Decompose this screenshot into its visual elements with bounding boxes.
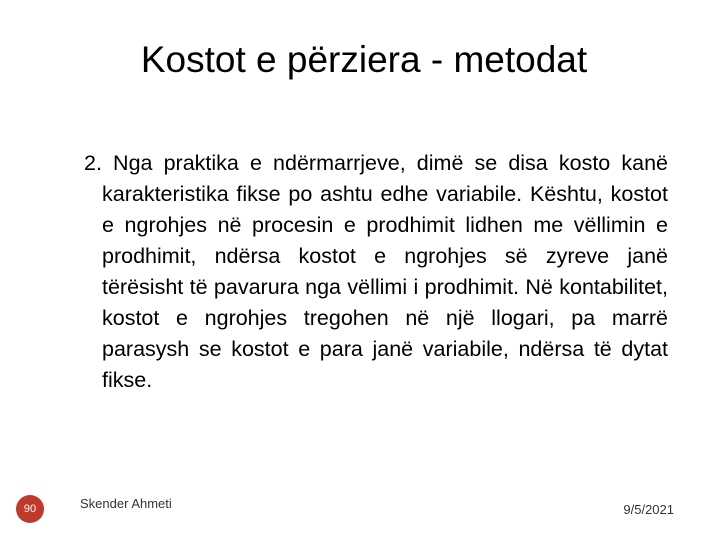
slide-body-text: 2. Nga praktika e ndërmarrjeve, dimë se disa kosto kanë karakteristika fikse po ashtu edhe variabile. Kështu, kostot e ngrohjes në procesin e prodhimit lidhen me vëllimin e prodhimit, ndërsa kostot e ngrohjes së zyreve janë tërësisht të pavarura nga vëllimi i prodhimit. Në kontabilitet, kostot e ngrohjes tregohen në një llogari, pa marrë parasysh se kostot e para janë variabile, ndërsa të dytat fikse. [84,151,668,392]
slide-title: Kostot e përziera - metodat [140,39,588,80]
page-number-badge: 90 [16,495,44,523]
footer-date: 9/5/2021 [623,502,674,517]
footer-author: Skender Ahmeti [80,496,172,511]
